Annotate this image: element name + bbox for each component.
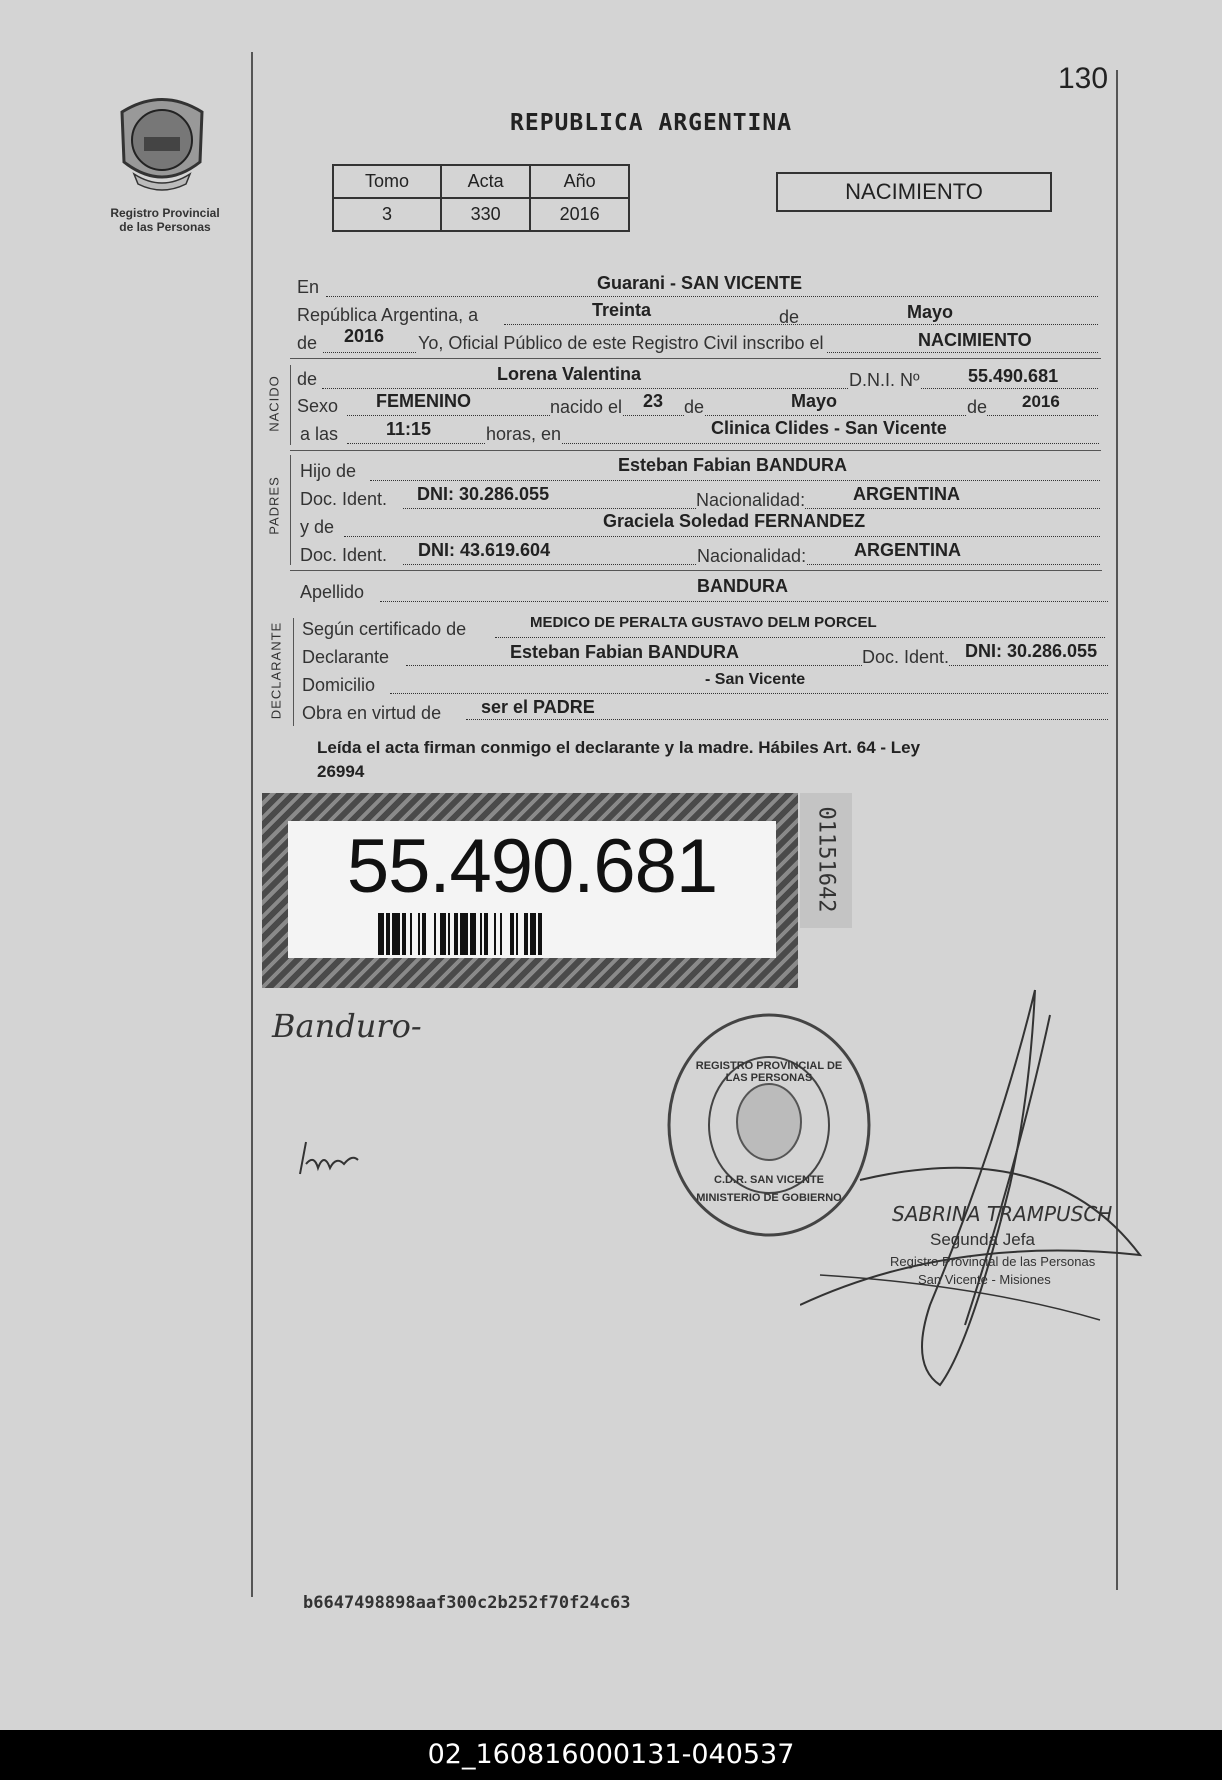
security-sticker xyxy=(262,793,798,988)
father-nat: ARGENTINA xyxy=(853,484,960,504)
barcode-bar xyxy=(460,913,468,955)
barcode-bar xyxy=(378,913,384,955)
decl-label: Declarante xyxy=(302,647,390,667)
closing-text xyxy=(317,736,1092,784)
decl-doc: DNI: 30.286.055 xyxy=(965,641,1098,661)
obra-label: Obra en virtud de xyxy=(302,703,442,723)
barcode-bar xyxy=(386,913,390,955)
serial-number: 01151642 xyxy=(813,806,839,913)
barcode-bar xyxy=(418,913,420,955)
sexo-label: Sexo xyxy=(297,396,339,416)
father-doc-label: Doc. Ident. xyxy=(300,489,388,509)
declarante-label: DECLARANTE xyxy=(268,621,284,720)
dni-label: D.N.I. Nº xyxy=(849,370,920,390)
document-hash: b6647498898aaf300c2b252f70f24c63 xyxy=(303,1593,631,1613)
dotline xyxy=(466,719,1108,720)
serial-tab xyxy=(800,793,852,928)
barcode-bar xyxy=(454,913,458,955)
birth-day: 23 xyxy=(643,391,664,411)
father-nat-label: Nacionalidad: xyxy=(696,490,806,510)
dotline xyxy=(495,637,1105,638)
left-margin-line xyxy=(251,52,253,1597)
yo-text: Yo, Oficial Público de este Registro Civil inscribo el xyxy=(418,333,824,353)
register-header-tomo: Tomo xyxy=(333,165,441,198)
logo-caption xyxy=(95,206,235,234)
barcode-bar xyxy=(422,913,426,955)
mother-doc-label: Doc. Ident. xyxy=(300,545,388,565)
barcode-bar xyxy=(410,913,412,955)
mother-name: Graciela Soledad FERNANDEZ xyxy=(603,511,866,531)
padres-label: PADRES xyxy=(266,476,282,535)
barcode-bar xyxy=(440,913,446,955)
barcode-bar xyxy=(530,913,536,955)
page-number: 130 xyxy=(1058,62,1109,95)
decl-value: Esteban Fabian BANDURA xyxy=(510,642,740,662)
barcode-bar xyxy=(448,913,450,955)
sexo-value: FEMENINO xyxy=(376,391,472,411)
sticker-number: 55.490.681 xyxy=(346,824,718,909)
birth-month: Mayo xyxy=(791,391,838,411)
en-label: En xyxy=(297,277,320,297)
year-de-label: de xyxy=(297,333,318,353)
horas-label: horas, en xyxy=(486,424,562,444)
child-dni: 55.490.681 xyxy=(968,366,1059,386)
dom-value: - San Vicente xyxy=(705,671,806,688)
barcode-bar xyxy=(470,913,476,955)
mother-nat: ARGENTINA xyxy=(854,540,961,560)
hijo-label: Hijo de xyxy=(300,461,357,481)
official-place: San Vicente - Misiones xyxy=(918,1272,1051,1287)
barcode-bar xyxy=(480,913,482,955)
register-header-anio: Año xyxy=(530,165,629,198)
dotline xyxy=(390,693,1108,694)
official-org: Registro Provincial de las Personas xyxy=(890,1254,1096,1269)
barcode-bar xyxy=(516,913,518,955)
place-value: Guarani - SAN VICENTE xyxy=(597,273,803,293)
barcode-bar xyxy=(510,913,514,955)
sticker-label xyxy=(288,821,776,958)
dotline xyxy=(380,601,1108,602)
barcode-bar xyxy=(524,913,528,955)
stamp-bottom-text: MINISTERIO DE GOBIERNO xyxy=(696,1192,842,1204)
birth-de2-label: de xyxy=(967,397,988,417)
barcode xyxy=(378,913,698,955)
decl-doc-label: Doc. Ident. xyxy=(862,647,950,667)
month-value: Mayo xyxy=(907,302,954,322)
dotline xyxy=(347,443,1099,444)
dotline xyxy=(504,324,1098,325)
nacido-label: NACIDO xyxy=(266,375,282,432)
logo-org-line1: Registro Provincial xyxy=(110,206,220,220)
dotline xyxy=(322,388,1098,389)
barcode-bar xyxy=(392,913,400,955)
yde-label: y de xyxy=(300,517,335,537)
declarant-signature: Banduro- xyxy=(272,1007,422,1045)
barcode-bar xyxy=(500,913,502,955)
day-value: Treinta xyxy=(592,300,652,320)
official-signature xyxy=(800,985,1150,1405)
alas-label: a las xyxy=(300,424,339,444)
cert-label: Según certificado de xyxy=(302,619,467,639)
logo-org-line2: de las Personas xyxy=(119,220,211,234)
closing-line2: 26994 xyxy=(317,762,365,781)
register-value-acta: 330 xyxy=(441,198,530,231)
birth-place: Clinica Clides - San Vicente xyxy=(711,418,947,438)
register-header-acta: Acta xyxy=(441,165,530,198)
de-label: de xyxy=(779,307,800,327)
file-id-footer: 02_160816000131-040537 xyxy=(0,1730,1222,1780)
barcode-bar xyxy=(484,913,488,955)
section-divider xyxy=(290,358,1101,359)
birth-time: 11:15 xyxy=(386,419,432,439)
barcode-bar xyxy=(402,913,406,955)
child-name: Lorena Valentina xyxy=(497,364,642,384)
birth-year: 2016 xyxy=(1022,392,1060,411)
birth-de-label: de xyxy=(684,397,705,417)
stamp-inner-text: C.D.R. SAN VICENTE xyxy=(714,1174,825,1186)
province-logo xyxy=(112,92,212,200)
barcode-bar xyxy=(538,913,542,955)
official-name: SABRINA TRAMPUSCH xyxy=(892,1202,1113,1226)
register-table xyxy=(332,164,630,232)
dom-label: Domicilio xyxy=(302,675,376,695)
country-title: REPUBLICA ARGENTINA xyxy=(510,110,793,136)
section-bar xyxy=(290,455,291,565)
official-title: Segunda Jefa xyxy=(930,1230,1035,1249)
dotline xyxy=(406,665,1108,666)
mother-nat-label: Nacionalidad: xyxy=(697,546,807,566)
republica-label: República Argentina, a xyxy=(297,305,479,325)
nacido-de-label: de xyxy=(297,369,318,389)
dotline xyxy=(370,480,1100,481)
apellido-label: Apellido xyxy=(300,582,365,602)
act-type-box: NACIMIENTO xyxy=(776,172,1052,212)
section-bar xyxy=(293,618,294,726)
year-value: 2016 xyxy=(344,326,385,346)
mother-doc: DNI: 43.619.604 xyxy=(418,540,551,560)
closing-line1: Leída el acta firman conmigo el declarante y la madre. Hábiles Art. 64 - Ley xyxy=(317,738,921,757)
section-divider xyxy=(290,450,1101,451)
dotline xyxy=(326,296,1098,297)
father-name: Esteban Fabian BANDURA xyxy=(618,455,848,475)
dotline xyxy=(344,536,1100,537)
obra-value: ser el PADRE xyxy=(481,697,595,717)
stamp-outer-text: REGISTRO PROVINCIAL DE LAS PERSONAS xyxy=(695,1060,843,1084)
cert-value: MEDICO DE PERALTA GUSTAVO DELM PORCEL xyxy=(530,614,877,631)
barcode-bar xyxy=(494,913,496,955)
nacido-el-label: nacido el xyxy=(550,397,623,417)
barcode-bar xyxy=(434,913,436,955)
act-value: NACIMIENTO xyxy=(918,330,1032,350)
father-doc: DNI: 30.286.055 xyxy=(417,484,550,504)
section-bar xyxy=(290,365,291,445)
register-value-tomo: 3 xyxy=(333,198,441,231)
mother-signature xyxy=(296,1134,366,1189)
apellido-value: BANDURA xyxy=(697,576,788,596)
section-divider xyxy=(290,570,1102,571)
register-value-anio: 2016 xyxy=(530,198,629,231)
